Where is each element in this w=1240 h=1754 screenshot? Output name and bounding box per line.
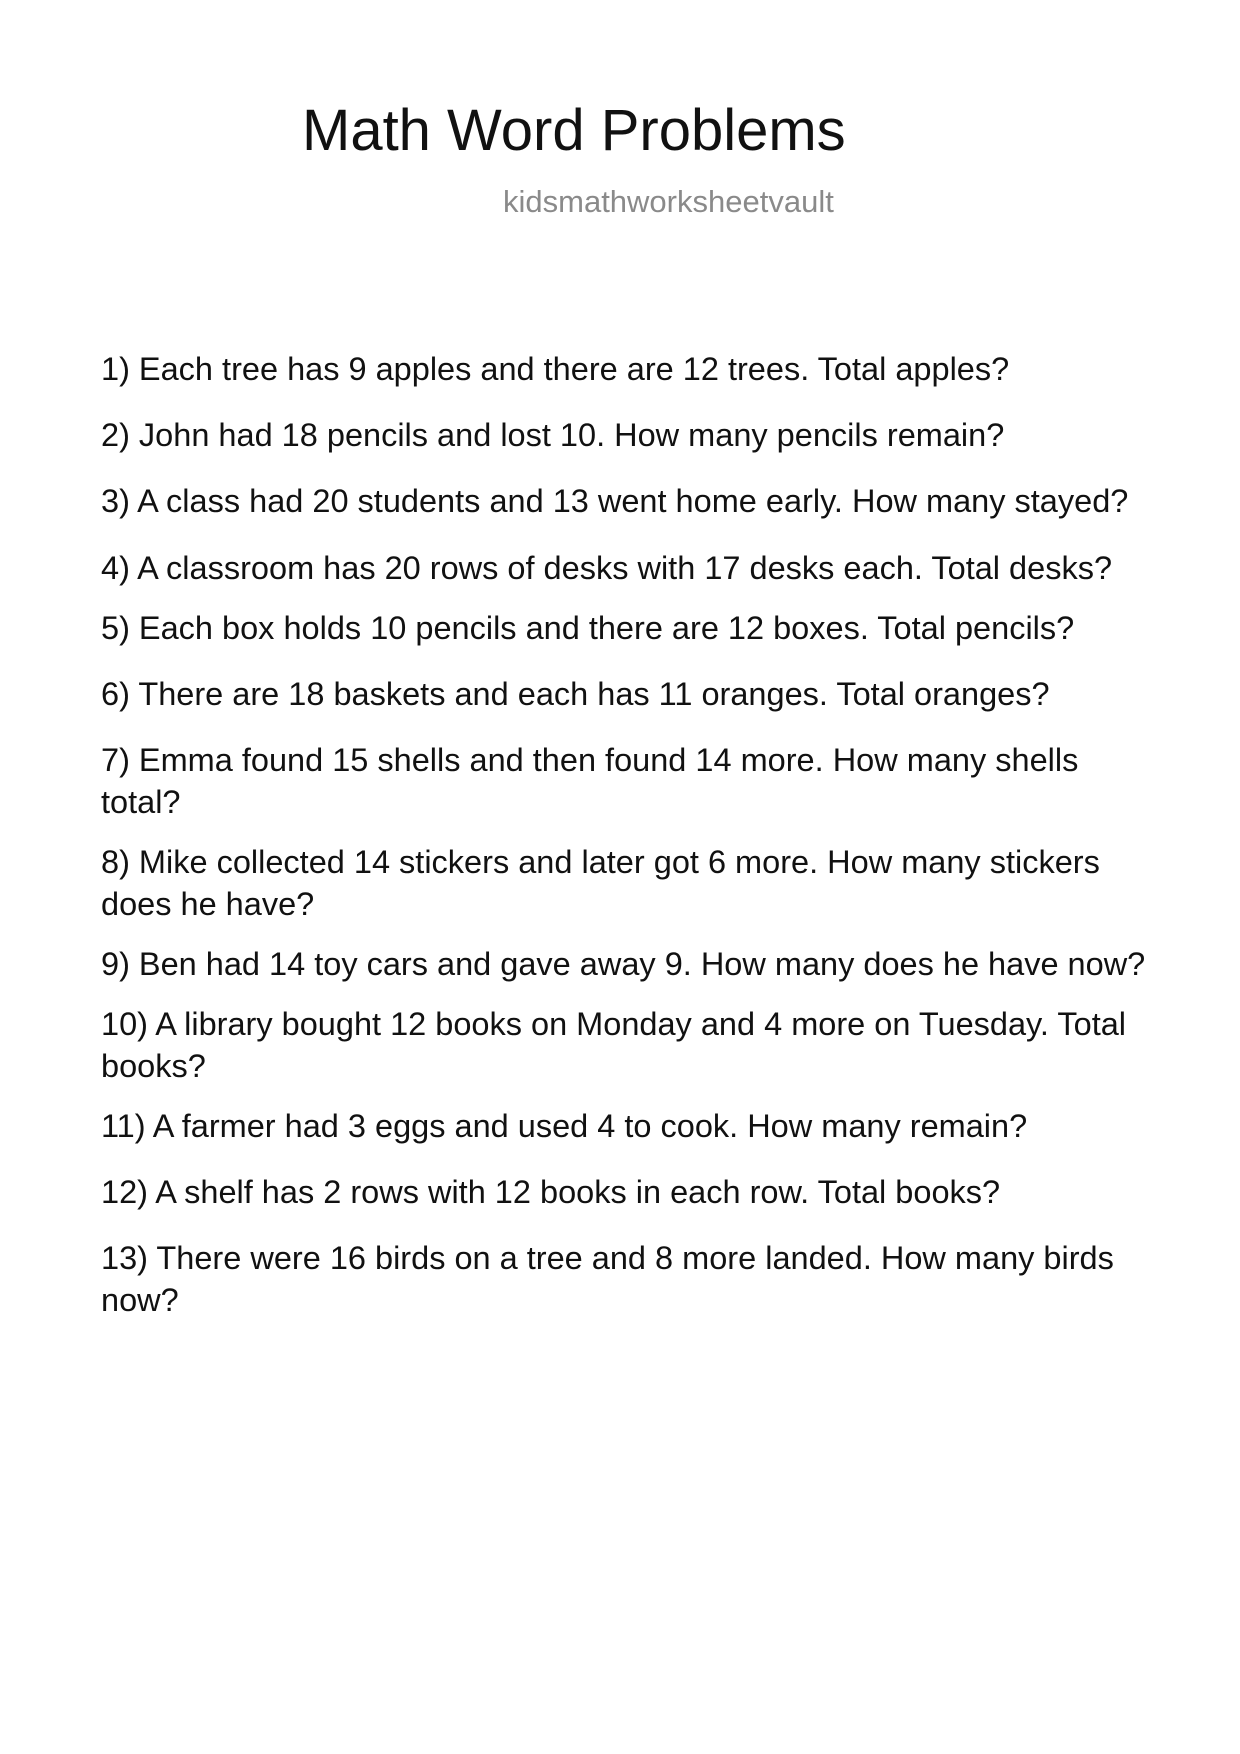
problem-item: 11) A farmer had 3 eggs and used 4 to cook. How many remain?: [101, 1108, 1028, 1144]
problem-item: 7) Emma found 15 shells and then found 14 more. How many shells total?: [101, 742, 1079, 820]
problem-list: [101, 348, 1146, 1321]
problem-item: 4) A classroom has 20 rows of desks with 17 desks each. Total desks?: [101, 550, 1113, 586]
page-subtitle: kidsmathworksheetvault: [503, 184, 834, 219]
problem-item: 9) Ben had 14 toy cars and gave away 9. How many does he have now?: [101, 946, 1146, 982]
problem-item: 2) John had 18 pencils and lost 10. How many pencils remain?: [101, 417, 1005, 453]
problem-item: 13) There were 16 birds on a tree and 8 more landed. How many birds now?: [101, 1240, 1114, 1318]
problem-item: 12) A shelf has 2 rows with 12 books in each row. Total books?: [101, 1174, 1001, 1210]
problem-item: 8) Mike collected 14 stickers and later got 6 more. How many stickers does he have?: [101, 844, 1100, 922]
problem-item: 1) Each tree has 9 apples and there are 12 trees. Total apples?: [101, 351, 1010, 387]
problem-item: 6) There are 18 baskets and each has 11 oranges. Total oranges?: [101, 676, 1050, 712]
page-title: Math Word Problems: [302, 98, 846, 163]
problem-item: 3) A class had 20 students and 13 went home early. How many stayed?: [101, 483, 1129, 519]
problem-item: 5) Each box holds 10 pencils and there are 12 boxes. Total pencils?: [101, 610, 1075, 646]
problem-item: 10) A library bought 12 books on Monday and 4 more on Tuesday. Total books?: [101, 1006, 1127, 1084]
